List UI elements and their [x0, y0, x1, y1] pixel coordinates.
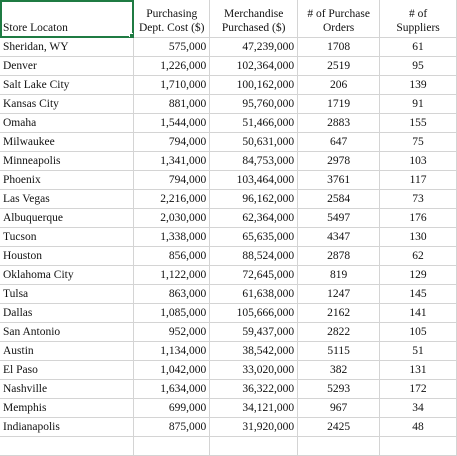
cell-store-location[interactable]: Houston [0, 247, 134, 266]
empty-cell[interactable] [298, 437, 380, 456]
table-row [0, 171, 457, 190]
cell-store-location[interactable]: Dallas [0, 304, 134, 323]
cell-purchasing-cost[interactable]: 2,030,000 [134, 209, 210, 228]
cell-merchandise-purchased[interactable]: 47,239,000 [210, 38, 298, 57]
cell-suppliers[interactable]: 62 [380, 247, 457, 266]
table-row [0, 247, 457, 266]
cell-purchasing-cost[interactable]: 1,544,000 [134, 114, 210, 133]
header-label-merch-line2: Purchased ($) [221, 22, 286, 34]
cell-merchandise-purchased[interactable]: 36,322,000 [210, 380, 298, 399]
cell-store-location[interactable]: El Paso [0, 361, 134, 380]
cell-store-location[interactable]: Nashville [0, 380, 134, 399]
header-label-orders-line1: # of Purchase [307, 8, 370, 20]
cell-purchase-orders[interactable]: 2822 [298, 323, 380, 342]
cell-store-location[interactable]: Kansas City [0, 95, 134, 114]
cell-suppliers[interactable]: 176 [380, 209, 457, 228]
cell-purchase-orders[interactable]: 2162 [298, 304, 380, 323]
cell-store-location[interactable]: Denver [0, 57, 134, 76]
cell-suppliers[interactable]: 117 [380, 171, 457, 190]
cell-merchandise-purchased[interactable]: 65,635,000 [210, 228, 298, 247]
cell-suppliers[interactable]: 139 [380, 76, 457, 95]
header-label-purchasing-line1: Purchasing [146, 8, 198, 20]
cell-merchandise-purchased[interactable]: 96,162,000 [210, 190, 298, 209]
cell-purchasing-cost[interactable]: 794,000 [134, 171, 210, 190]
cell-purchasing-cost[interactable]: 875,000 [134, 418, 210, 437]
table-row [0, 152, 457, 171]
cell-store-location[interactable]: Minneapolis [0, 152, 134, 171]
empty-cell[interactable] [380, 437, 457, 456]
header-label-orders-line2: Orders [322, 22, 355, 34]
cell-purchase-orders[interactable]: 2584 [298, 190, 380, 209]
cell-purchasing-cost[interactable]: 1,085,000 [134, 304, 210, 323]
cell-suppliers[interactable]: 75 [380, 133, 457, 152]
cell-purchasing-cost[interactable]: 1,341,000 [134, 152, 210, 171]
cell-suppliers[interactable]: 155 [380, 114, 457, 133]
cell-merchandise-purchased[interactable]: 72,645,000 [210, 266, 298, 285]
cell-merchandise-purchased[interactable]: 61,638,000 [210, 285, 298, 304]
cell-merchandise-purchased[interactable]: 88,524,000 [210, 247, 298, 266]
cell-merchandise-purchased[interactable]: 33,020,000 [210, 361, 298, 380]
fill-handle[interactable] [129, 33, 134, 38]
cell-store-location[interactable]: Milwaukee [0, 133, 134, 152]
header-label-merch-line1: Merchandise [223, 8, 284, 20]
cell-merchandise-purchased[interactable]: 62,364,000 [210, 209, 298, 228]
cell-suppliers[interactable]: 61 [380, 38, 457, 57]
cell-store-location[interactable]: San Antonio [0, 323, 134, 342]
cell-purchase-orders[interactable]: 1708 [298, 38, 380, 57]
cell-purchasing-cost[interactable]: 881,000 [134, 95, 210, 114]
header-label-purchasing-line2: Dept. Cost ($) [139, 22, 205, 34]
cell-purchasing-cost[interactable]: 863,000 [134, 285, 210, 304]
cell-purchasing-cost[interactable]: 1,134,000 [134, 342, 210, 361]
cell-purchasing-cost[interactable]: 1,042,000 [134, 361, 210, 380]
table-row [0, 133, 457, 152]
cell-suppliers[interactable]: 91 [380, 95, 457, 114]
table-row [0, 399, 457, 418]
cell-store-location[interactable]: Las Vegas [0, 190, 134, 209]
cell-merchandise-purchased[interactable]: 100,162,000 [210, 76, 298, 95]
cell-store-location[interactable]: Sheridan, WY [0, 38, 134, 57]
table-row [0, 57, 457, 76]
cell-suppliers[interactable]: 172 [380, 380, 457, 399]
cell-merchandise-purchased[interactable]: 102,364,000 [210, 57, 298, 76]
header-cell-purchasing-cost[interactable] [134, 0, 210, 38]
table-row [0, 76, 457, 95]
table-row [0, 285, 457, 304]
cell-suppliers[interactable]: 73 [380, 190, 457, 209]
cell-purchasing-cost[interactable]: 1,338,000 [134, 228, 210, 247]
table-row [0, 38, 457, 57]
empty-row [0, 437, 457, 456]
cell-merchandise-purchased[interactable]: 95,760,000 [210, 95, 298, 114]
table-row [0, 266, 457, 285]
cell-merchandise-purchased[interactable]: 31,920,000 [210, 418, 298, 437]
table-row [0, 304, 457, 323]
cell-purchasing-cost[interactable]: 1,634,000 [134, 380, 210, 399]
table-row [0, 228, 457, 247]
header-label-suppliers-line2: Suppliers [396, 22, 440, 34]
cell-purchasing-cost[interactable]: 952,000 [134, 323, 210, 342]
cell-purchase-orders[interactable]: 2878 [298, 247, 380, 266]
cell-suppliers[interactable]: 105 [380, 323, 457, 342]
cell-merchandise-purchased[interactable]: 34,121,000 [210, 399, 298, 418]
header-cell-merchandise-purchased[interactable] [210, 0, 298, 38]
table-row [0, 323, 457, 342]
cell-purchasing-cost[interactable]: 1,710,000 [134, 76, 210, 95]
cell-suppliers[interactable]: 130 [380, 228, 457, 247]
cell-merchandise-purchased[interactable]: 50,631,000 [210, 133, 298, 152]
cell-purchasing-cost[interactable]: 2,216,000 [134, 190, 210, 209]
cell-suppliers[interactable]: 95 [380, 57, 457, 76]
empty-cell[interactable] [134, 437, 210, 456]
table-row [0, 95, 457, 114]
table-row [0, 114, 457, 133]
header-row [0, 0, 457, 38]
cell-purchase-orders[interactable]: 2978 [298, 152, 380, 171]
cell-purchasing-cost[interactable]: 856,000 [134, 247, 210, 266]
cell-purchase-orders[interactable]: 5497 [298, 209, 380, 228]
cell-merchandise-purchased[interactable]: 51,466,000 [210, 114, 298, 133]
cell-suppliers[interactable]: 129 [380, 266, 457, 285]
cell-merchandise-purchased[interactable]: 84,753,000 [210, 152, 298, 171]
cell-suppliers[interactable]: 103 [380, 152, 457, 171]
table-row [0, 361, 457, 380]
cell-suppliers[interactable]: 131 [380, 361, 457, 380]
cell-purchase-orders[interactable]: 967 [298, 399, 380, 418]
cell-store-location[interactable]: Phoenix [0, 171, 134, 190]
cell-purchase-orders[interactable]: 2425 [298, 418, 380, 437]
cell-merchandise-purchased[interactable]: 103,464,000 [210, 171, 298, 190]
cell-purchasing-cost[interactable]: 1,122,000 [134, 266, 210, 285]
empty-cell[interactable] [0, 437, 134, 456]
header-cell-purchase-orders[interactable] [298, 0, 380, 38]
cell-suppliers[interactable]: 34 [380, 399, 457, 418]
cell-store-location[interactable]: Tulsa [0, 285, 134, 304]
cell-purchasing-cost[interactable]: 575,000 [134, 38, 210, 57]
cell-suppliers[interactable]: 51 [380, 342, 457, 361]
header-cell-suppliers[interactable] [380, 0, 457, 38]
table-row [0, 342, 457, 361]
cell-store-location[interactable]: Omaha [0, 114, 134, 133]
cell-purchase-orders[interactable]: 1247 [298, 285, 380, 304]
header-cell-store-location[interactable] [0, 0, 134, 38]
cell-purchasing-cost[interactable]: 794,000 [134, 133, 210, 152]
cell-store-location[interactable]: Oklahoma City [0, 266, 134, 285]
cell-purchase-orders[interactable]: 647 [298, 133, 380, 152]
cell-purchase-orders[interactable]: 5293 [298, 380, 380, 399]
cell-purchasing-cost[interactable]: 699,000 [134, 399, 210, 418]
empty-cell[interactable] [210, 437, 298, 456]
cell-purchase-orders[interactable]: 2519 [298, 57, 380, 76]
cell-merchandise-purchased[interactable]: 105,666,000 [210, 304, 298, 323]
cell-purchase-orders[interactable]: 382 [298, 361, 380, 380]
header-label-suppliers-line1: # of [408, 8, 428, 20]
table-row [0, 380, 457, 399]
cell-store-location[interactable]: Salt Lake City [0, 76, 134, 95]
cell-suppliers[interactable]: 145 [380, 285, 457, 304]
table-row [0, 418, 457, 437]
cell-purchase-orders[interactable]: 5115 [298, 342, 380, 361]
cell-purchase-orders[interactable]: 206 [298, 76, 380, 95]
cell-merchandise-purchased[interactable]: 59,437,000 [210, 323, 298, 342]
cell-store-location[interactable]: Tucson [0, 228, 134, 247]
header-label-store-location: Store Locaton [3, 22, 68, 34]
cell-store-location[interactable]: Albuquerque [0, 209, 134, 228]
cell-purchase-orders[interactable]: 819 [298, 266, 380, 285]
cell-store-location[interactable]: Memphis [0, 399, 134, 418]
table-row [0, 190, 457, 209]
cell-store-location[interactable]: Austin [0, 342, 134, 361]
table-row [0, 209, 457, 228]
cell-store-location[interactable]: Indianapolis [0, 418, 134, 437]
cell-purchase-orders[interactable]: 1719 [298, 95, 380, 114]
cell-suppliers[interactable]: 48 [380, 418, 457, 437]
cell-purchase-orders[interactable]: 4347 [298, 228, 380, 247]
cell-suppliers[interactable]: 141 [380, 304, 457, 323]
cell-purchasing-cost[interactable]: 1,226,000 [134, 57, 210, 76]
cell-merchandise-purchased[interactable]: 38,542,000 [210, 342, 298, 361]
cell-purchase-orders[interactable]: 3761 [298, 171, 380, 190]
cell-purchase-orders[interactable]: 2883 [298, 114, 380, 133]
